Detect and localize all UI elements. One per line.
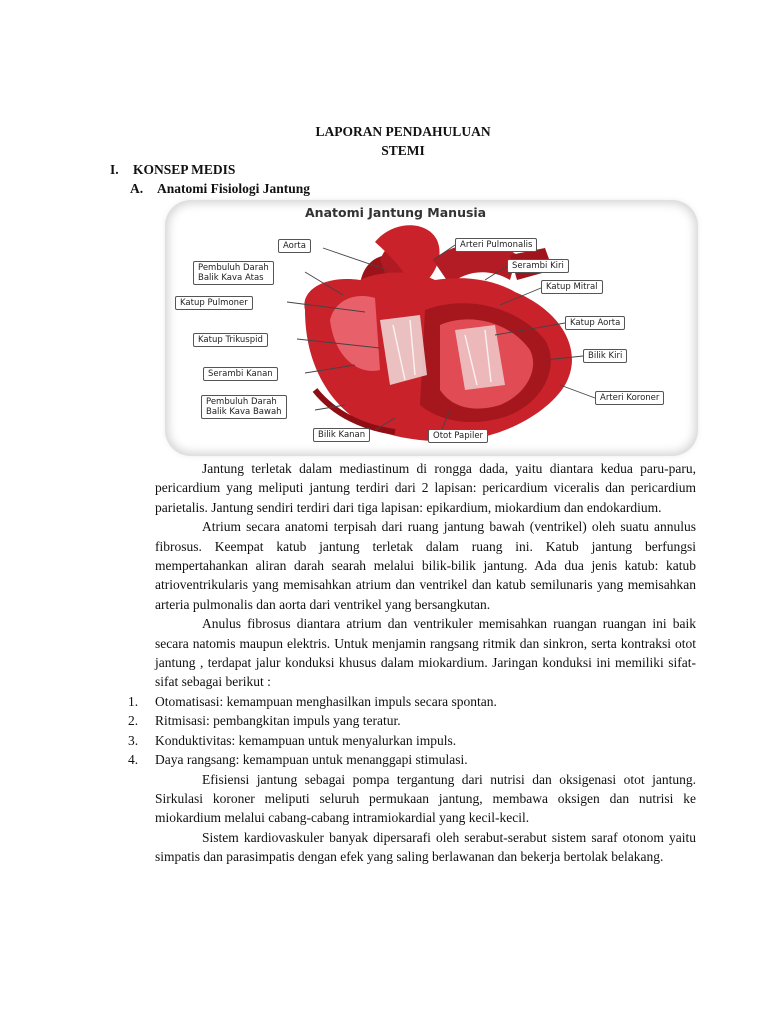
label-pembuluh-atas: Pembuluh Darah Balik Kava Atas — [193, 261, 274, 285]
label-katup-mitral: Katup Mitral — [541, 280, 603, 294]
label-aorta: Aorta — [278, 239, 311, 253]
paragraph: Sistem kardiovaskuler banyak dipersarafi oleh serabut-serabut sistem saraf otonom yaitu simpatis dan parasimpatis dengan efek yang saling berlawanan dan bekerja bertolak belakang. — [155, 829, 696, 865]
list-item: 2. Ritmisasi: pembangkitan impuls yang teratur. — [128, 713, 401, 729]
list-item: 3. Konduktivitas: kemampuan untuk menyalurkan impuls. — [128, 732, 457, 748]
heart-anatomy-figure — [165, 200, 698, 456]
section-title: KONSEP MEDIS — [133, 162, 236, 177]
paragraph: Anulus fibrosus diantara atrium dan ventrikuler memisahkan ruangan ruangan ini baik secara natomis maupun elektris. Untuk menjamin rangsang ritmik dan sinkron, serta kontraksi otot jantung , terdapat jalur konduksi khusus dalam miokardium. Jaringan konduksi ini memiliki sifat-sifat sebagai berikut : — [155, 616, 696, 690]
label-serambi-kiri: Serambi Kiri — [507, 259, 569, 273]
subsection-number: A. — [130, 181, 144, 196]
label-katup-trikuspid: Katup Trikuspid — [193, 333, 268, 347]
list-item: 1. Otomatisasi: kemampuan menghasilkan impuls secara spontan. — [128, 693, 497, 709]
subsection-title: Anatomi Fisiologi Jantung — [157, 181, 311, 196]
subsection-heading — [130, 181, 310, 197]
body-text — [128, 459, 696, 867]
figure-title: Anatomi Jantung Manusia — [305, 205, 487, 220]
properties-list — [128, 692, 669, 770]
document-subtitle: STEMI — [381, 143, 425, 158]
label-katup-pulmoner: Katup Pulmoner — [175, 296, 253, 310]
list-item: 4. Daya rangsang: kemampuan untuk menanggapi stimulasi. — [128, 752, 468, 768]
label-katup-aorta: Katup Aorta — [565, 316, 625, 330]
section-heading — [110, 162, 235, 178]
document-title: LAPORAN PENDAHULUAN — [315, 124, 491, 139]
label-bilik-kanan: Bilik Kanan — [313, 428, 370, 442]
paragraph: Efisiensi jantung sebagai pompa tergantung dari nutrisi dan oksigenasi otot jantung. Sirkulasi koroner meliputi seluruh permukaan jantung, membawa oksigen dan nutrisi ke miokardium melalui cabang-cabang intramiokardial yang kecil-kecil. — [155, 771, 696, 826]
section-number: I. — [110, 162, 119, 177]
label-otot-papiler: Otot Papiler — [428, 429, 488, 443]
paragraph: Jantung terletak dalam mediastinum di rongga dada, yaitu diantara kedua paru-paru, pericardium yang meliputi jantung terdiri dari 2 lapisan: pericardium viceralis dan pericardium parietalis. Jantung sendiri terdiri dari tiga lapisan: epikardium, miokardium dan endokardium. — [155, 461, 696, 515]
label-pembuluh-bawah: Pembuluh Darah Balik Kava Bawah — [201, 395, 287, 419]
label-bilik-kiri: Bilik Kiri — [583, 349, 627, 363]
paragraph: Atrium secara anatomi terpisah dari ruang jantung bawah (ventrikel) oleh suatu annulus fibrosus. Keempat katub jantung terletak dalam ruang ini. Katub jantung berfungsi mempertahankan aliran darah searah melalui bilik-bilik jantung. Ada dua jenis katub: katub atrioventrikularis yang memisahkan atrium dan ventrikel dan katub semilunaris yang memisahkan arteria pulmonalis dan aorta dari ventrikel yang bersangkutan. — [155, 519, 696, 612]
label-arteri-koroner: Arteri Koroner — [595, 391, 664, 405]
label-arteri-pulmonalis: Arteri Pulmonalis — [455, 238, 537, 252]
label-serambi-kanan: Serambi Kanan — [203, 367, 278, 381]
